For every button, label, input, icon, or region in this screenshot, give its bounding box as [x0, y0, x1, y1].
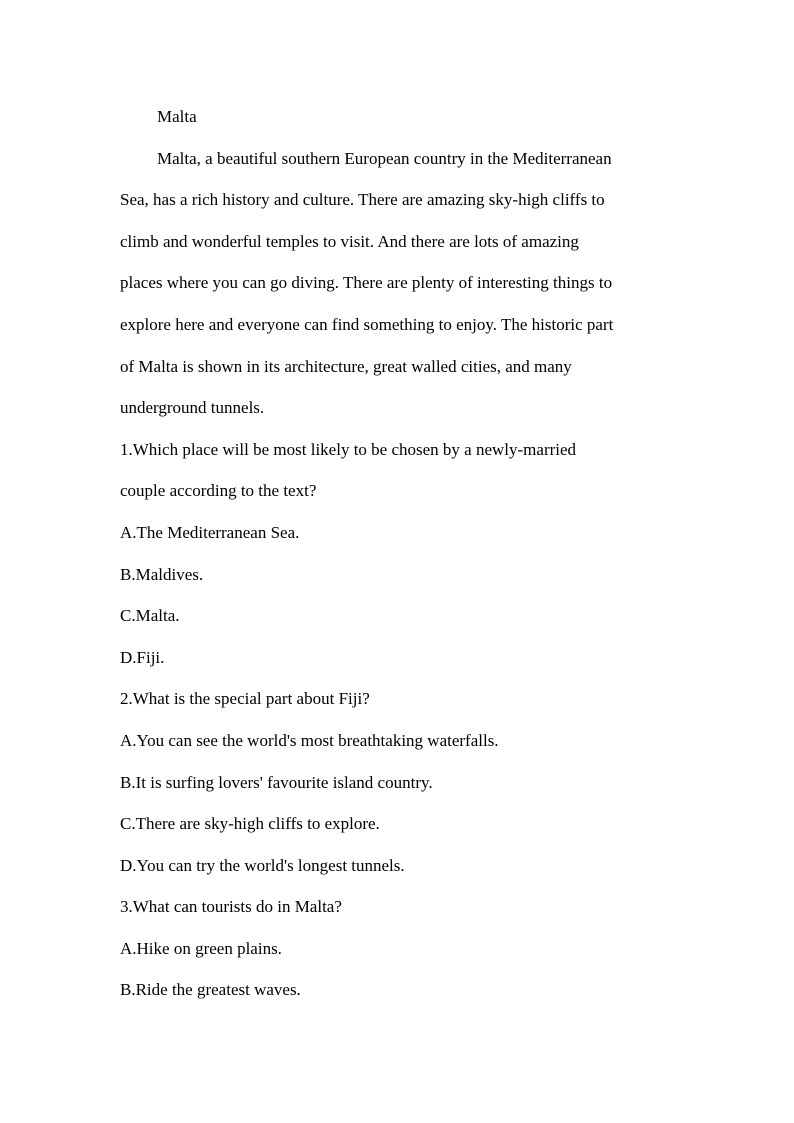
- answer-option: B.Ride the greatest waves.: [120, 980, 301, 1000]
- answer-option: B.Maldives.: [120, 564, 204, 584]
- answer-option: D.You can try the world's longest tunnels.: [120, 855, 405, 875]
- document-page: [120, 96, 670, 1011]
- question-stem: 2.What is the special part about Fiji?: [120, 689, 370, 709]
- passage-paragraph: [120, 138, 670, 429]
- passage-line: underground tunnels.: [120, 398, 265, 418]
- answer-option: B.It is surfing lovers' favourite island country.: [120, 772, 433, 792]
- passage-line: Sea, has a rich history and culture. There are amazing sky-high cliffs to: [120, 190, 605, 210]
- passage-line: places where you can go diving. There are plenty of interesting things to: [120, 273, 613, 293]
- passage-line: explore here and everyone can find something to enjoy. The historic part: [120, 314, 614, 334]
- passage-line: climb and wonderful temples to visit. And there are lots of amazing: [120, 231, 579, 251]
- answer-option: A.You can see the world's most breathtaking waterfalls.: [120, 730, 499, 750]
- answer-option: C.There are sky-high cliffs to explore.: [120, 814, 380, 834]
- passage-line: Malta, a beautiful southern European country in the Mediterranean: [157, 148, 612, 168]
- answer-option: A.The Mediterranean Sea.: [120, 522, 300, 542]
- question-stem: couple according to the text?: [120, 481, 317, 501]
- question-2: [120, 678, 670, 886]
- question-1: [120, 429, 670, 679]
- passage-title: Malta: [157, 107, 197, 126]
- answer-option: D.Fiji.: [120, 647, 165, 667]
- question-3: [120, 886, 670, 1011]
- answer-option: C.Malta.: [120, 606, 180, 626]
- answer-option: A.Hike on green plains.: [120, 938, 282, 958]
- question-stem: 3.What can tourists do in Malta?: [120, 897, 342, 917]
- question-stem: 1.Which place will be most likely to be chosen by a newly-married: [120, 439, 577, 459]
- passage-line: of Malta is shown in its architecture, great walled cities, and many: [120, 356, 572, 376]
